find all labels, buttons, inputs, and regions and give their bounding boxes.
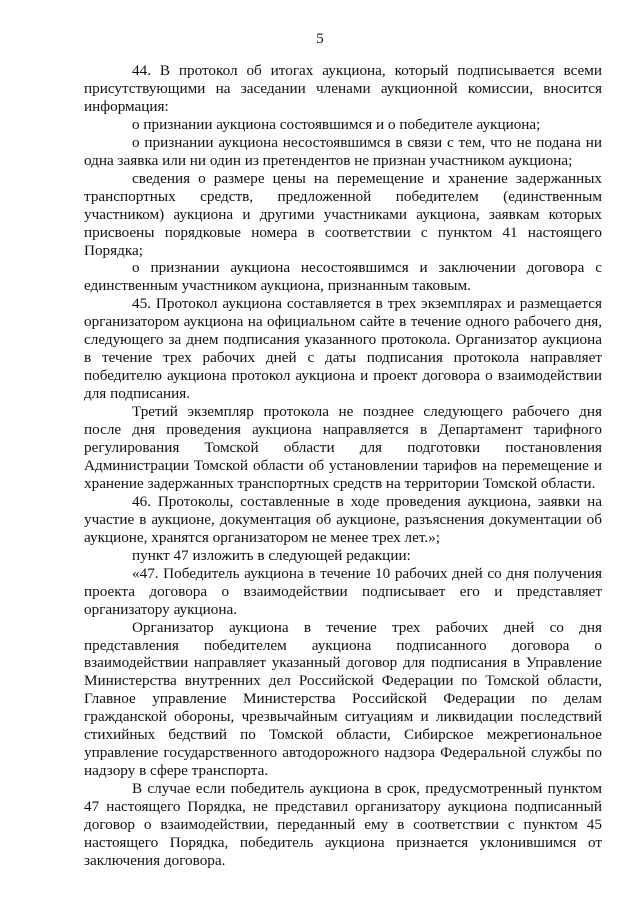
paragraph-44-item-2: о признании аукциона несостоявшимся в связи с тем, что не подана ни одна заявка или ни один из претендентов не признан участником аукциона; xyxy=(84,133,602,169)
paragraph-45-third-copy: Третий экземпляр протокола не позднее следующего рабочего дня после дня проведения аукциона направляется в Департамент тарифного регулирования Томской области для подготовки постановления Администрации Томской области об установлении тарифов на перемещение и хранение задержанных транспортных средств на территории Томской области. xyxy=(84,403,602,492)
paragraph-44-item-3: сведения о размере цены на перемещение и хранение задержанных транспортных средств, предложенной победителем (единственным участником) аукциона и другими участниками аукциона, заявкам которых присвоены порядковые номера в соответствии с пунктом 41 настоящего Порядка; xyxy=(84,169,602,259)
document-body xyxy=(84,62,602,870)
paragraph-47-evasion: В случае если победитель аукциона в срок, предусмотренный пунктом 47 настоящего Порядка, не представил организатору аукциона подписанный договор о взаимодействии, переданный ему в соответствии с пунктом 45 настоящего Порядка, победитель аукциона признается уклонившимся от заключения договора. xyxy=(84,780,602,869)
paragraph-46: 46. Протоколы, составленные в ходе проведения аукциона, заявки на участие в аукционе, документация об аукционе, разъяснения документации об аукционе, хранятся организатором не менее трех лет.»; xyxy=(84,492,602,546)
page-number: 5 xyxy=(316,31,324,47)
paragraph-44-item-4: о признании аукциона несостоявшимся и заключении договора с единственным участником аукциона, признанным таковым. xyxy=(84,259,602,295)
paragraph-44-intro: 44. В протокол об итогах аукциона, который подписывается всеми присутствующими на заседании членами аукционной комиссии, вносится информация: xyxy=(84,62,602,115)
paragraph-45: 45. Протокол аукциона составляется в трех экземплярах и размещается организатором аукциона на официальном сайте в течение одного рабочего дня, следующего за днем подписания указанного протокола. Организатор аукциона в течение трех рабочих дней с даты подписания протокола направляет победителю аукциона протокол аукциона и проект договора о взаимодействии для подписания. xyxy=(84,295,602,403)
paragraph-47-organizer: Организатор аукциона в течение трех рабочих дней со дня представления победителем аукциона подписанного договора о взаимодействии направляет указанный договор для подписания в Управление Министерства внутренних дел Российской Федерации по Томской области, Главное управление Министерства Российской Федерации по делам гражданской обороны, чрезвычайным ситуациям и ликвидации последствий стихийных бедствий по Томской области, Сибирское межрегиональное управление государственного автодорожного надзора Федеральной службы по надзору в сфере транспорта. xyxy=(84,618,602,780)
paragraph-47: «47. Победитель аукциона в течение 10 рабочих дней со дня получения проекта договора о взаимодействии подписывает его и представляет организатору аукциона. xyxy=(84,564,602,618)
paragraph-amendment-47: пункт 47 изложить в следующей редакции: xyxy=(132,546,411,564)
paragraph-44-item-1: о признании аукциона состоявшимся и о победителе аукциона; xyxy=(132,115,541,133)
